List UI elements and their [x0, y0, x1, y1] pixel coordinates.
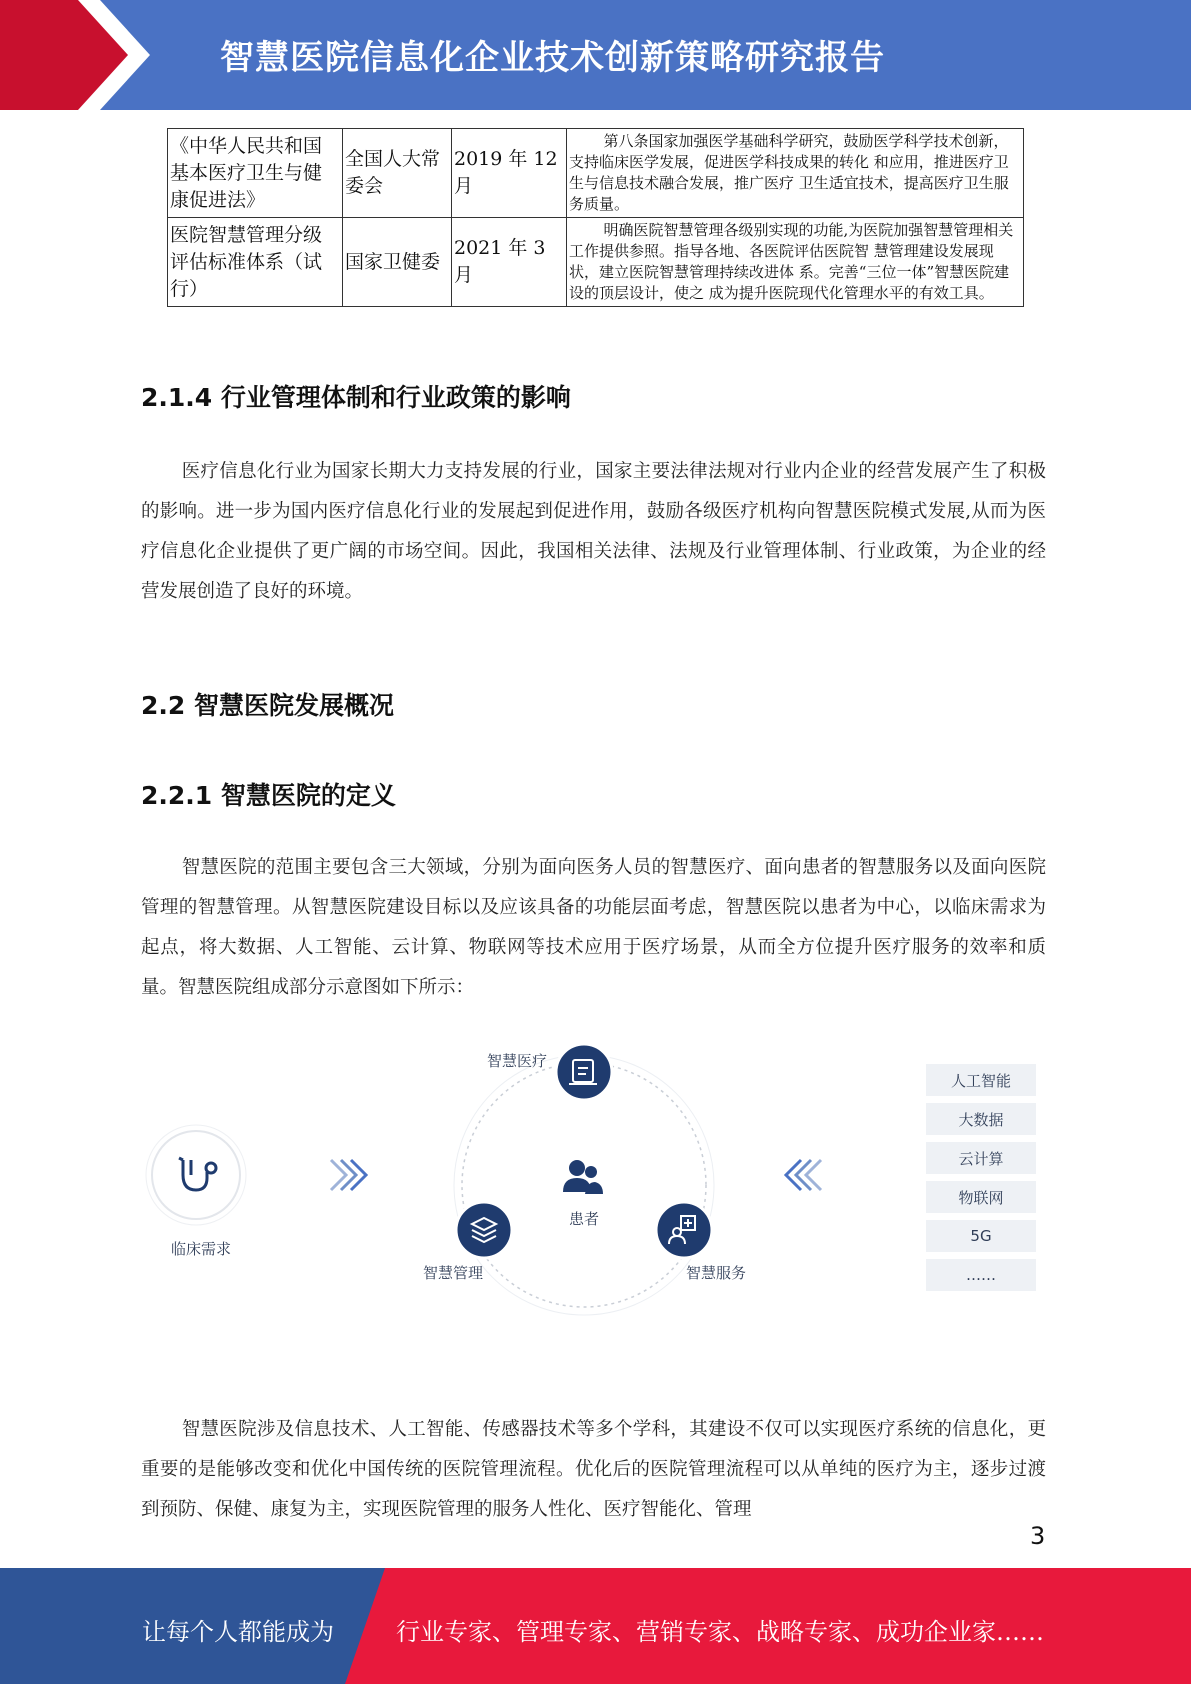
policy-table	[167, 128, 1024, 307]
section-heading-2-2-1: 2.2.1 智慧医院的定义	[141, 781, 396, 810]
policy-date-cell: 2019 年 12 月	[452, 129, 567, 218]
section-paragraph-2-2-1: 智慧医院的范围主要包含三大领域，分别为面向医务人员的智慧医疗、面向患者的智慧服务以及面向医院管理的智慧管理。从智慧医院建设目标以及应该具备的功能层面考虑，智慧医院以患者为中心，以临床需求为起点，将大数据、人工智能、云计算、物联网等技术应用于医疗场景，从而全方位提升医疗服务的效率和质量。智慧医院组成部分示意图如下所示：	[141, 857, 1046, 998]
report-title: 智慧医院信息化企业技术创新策略研究报告	[220, 38, 885, 78]
policy-name-cell: 《中华人民共和国基本医疗卫生与健康促进法》	[168, 129, 343, 218]
policy-date-cell: 2021 年 3 月	[452, 218, 567, 307]
smart-medical-label: 智慧医疗	[487, 1052, 548, 1070]
chevrons-left-icon	[786, 1160, 821, 1190]
closing-paragraph: 智慧医院涉及信息技术、人工智能、传感器技术等多个学科，其建设不仅可以实现医疗系统的信息化，更重要的是能够改变和优化中国传统的医院管理流程。优化后的医院管理流程可以从单纯的医疗为主，逐步过渡到预防、保健、康复为主，实现医院管理的服务人性化、医疗智能化、管理	[141, 1419, 1046, 1520]
tech-item-big-data: 大数据	[926, 1103, 1036, 1135]
section-paragraph-2-1-4: 医疗信息化行业为国家长期大力支持发展的行业，国家主要法律法规对行业内企业的经营发展产生了积极的影响。进一步为国内医疗信息化行业的发展起到促进作用，鼓励各级医疗机构向智慧医院模式发展,从而为医疗信息化企业提供了更广阔的市场空间。因此，我国相关法律、法规及行业管理体制、行业政策，为企业的经营发展创造了良好的环境。	[141, 461, 1046, 602]
policy-issuer-cell: 全国人大常委会	[343, 129, 452, 218]
table-row	[168, 129, 1024, 218]
footer-roles: 行业专家、管理专家、营销专家、战略专家、成功企业家……	[396, 1618, 1044, 1646]
diagram-graphics	[141, 1020, 1051, 1320]
tech-item-more: ……	[926, 1259, 1036, 1291]
patient-icon	[563, 1160, 603, 1194]
table-row	[168, 218, 1024, 307]
policy-name-cell: 医院智慧管理分级评估标准体系（试行）	[168, 218, 343, 307]
policy-content-cell: 明确医院智慧管理各级别实现的功能,为医院加强智慧管理相关工作提供参照。指导各地、各医院评估医院智 慧管理建设发展现状，建立医院智慧管理持续改进体 系。完善“三位一体”智慧医院建设的顶层设计，使之 成为提升医院现代化管理水平的有效工具。	[567, 218, 1024, 307]
chevrons-right-icon	[331, 1160, 366, 1190]
tech-item-iot: 物联网	[926, 1181, 1036, 1213]
smart-service-label: 智慧服务	[686, 1264, 747, 1282]
policy-issuer-cell: 国家卫健委	[343, 218, 452, 307]
clinical-needs-label: 临床需求	[171, 1240, 232, 1258]
patient-label: 患者	[569, 1210, 600, 1228]
tech-item-5g: 5G	[926, 1220, 1036, 1252]
smart-hospital-diagram	[141, 1020, 1051, 1320]
page-header	[0, 0, 1191, 110]
section-heading-2-2: 2.2 智慧医院发展概况	[141, 691, 394, 720]
footer-slogan: 让每个人都能成为	[142, 1618, 334, 1646]
smart-management-label: 智慧管理	[423, 1264, 484, 1282]
tech-item-cloud: 云计算	[926, 1142, 1036, 1174]
tech-item-ai: 人工智能	[926, 1064, 1036, 1096]
section-heading-2-1-4: 2.1.4 行业管理体制和行业政策的影响	[141, 383, 571, 412]
page-footer	[0, 1568, 1191, 1684]
policy-content-cell: 第八条国家加强医学基础科学研究，鼓励医学科学技术创新，支持临床医学发展，促进医学科技成果的转化 和应用，推进医疗卫生与信息技术融合发展，推广医疗 卫生适宜技术，提高医疗卫生服务质量。	[567, 129, 1024, 218]
header-chevron-decoration	[0, 0, 160, 110]
page-number: 3	[1030, 1522, 1046, 1550]
